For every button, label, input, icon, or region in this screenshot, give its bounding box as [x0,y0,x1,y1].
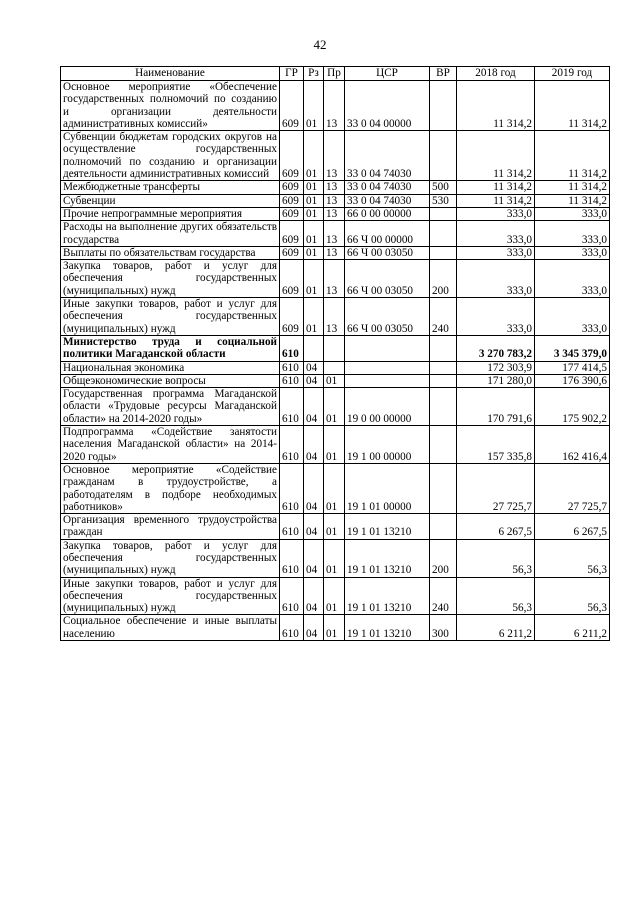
header-2019: 2019 год [535,67,610,81]
cell-name: Основное мероприятие «Содействие гражданам в трудоустройстве, а работодателям в подборе необходимых работников» [61,463,280,513]
cell-2019: 11 314,2 [535,181,610,194]
cell-name: Межбюджетные трансферты [61,181,280,194]
cell-pr: 01 [324,463,345,513]
cell-csr: 66 Ч 00 03050 [345,298,430,336]
cell-gr: 609 [280,298,304,336]
cell-pr: 01 [324,426,345,464]
cell-csr: 19 1 01 13210 [345,577,430,615]
cell-rz: 04 [304,426,324,464]
cell-name: Основное мероприятие «Обеспечение государственных полномочий по созданию и организации деятельности административных комиссий» [61,81,280,131]
cell-2018: 3 270 783,2 [457,335,535,361]
table-row [61,374,610,387]
cell-rz: 01 [304,298,324,336]
header-row [61,67,610,81]
cell-csr: 19 1 01 13210 [345,514,430,540]
cell-2019: 176 390,6 [535,374,610,387]
cell-name: Организация временного трудоустройства граждан [61,514,280,540]
cell-rz: 01 [304,81,324,131]
cell-rz: 04 [304,577,324,615]
cell-gr: 609 [280,207,304,220]
cell-csr: 66 Ч 00 03050 [345,260,430,298]
cell-csr: 19 1 01 13210 [345,615,430,641]
cell-2019: 333,0 [535,221,610,247]
table-row [61,388,610,426]
cell-rz: 01 [304,194,324,207]
header-gr: ГР [280,67,304,81]
cell-rz: 01 [304,207,324,220]
cell-2018: 6 211,2 [457,615,535,641]
cell-2019: 177 414,5 [535,361,610,374]
cell-gr: 609 [280,260,304,298]
cell-2018: 157 335,8 [457,426,535,464]
cell-name: Закупка товаров, работ и услуг для обеспечения государственных (муниципальных) нужд [61,260,280,298]
cell-2019: 11 314,2 [535,194,610,207]
cell-pr: 01 [324,514,345,540]
cell-2018: 56,3 [457,577,535,615]
cell-name: Выплаты по обязательствам государства [61,246,280,259]
cell-gr: 610 [280,577,304,615]
cell-name: Субвенции [61,194,280,207]
cell-gr: 609 [280,246,304,259]
table-row [61,207,610,220]
cell-gr: 610 [280,539,304,577]
table-row [61,539,610,577]
cell-name: Иные закупки товаров, работ и услуг для обеспечения государственных (муниципальных) нужд [61,577,280,615]
cell-gr: 610 [280,463,304,513]
budget-table [60,66,610,641]
table-row [61,426,610,464]
header-name: Наименование [61,67,280,81]
table-row [61,194,610,207]
cell-vr [430,514,457,540]
cell-pr: 13 [324,207,345,220]
cell-rz: 01 [304,221,324,247]
cell-rz: 04 [304,388,324,426]
cell-gr: 610 [280,426,304,464]
cell-pr: 13 [324,298,345,336]
cell-vr [430,361,457,374]
cell-name: Субвенции бюджетам городских округов на осуществление государственных полномочий по созданию и организации деятельности административных комиссий [61,131,280,181]
header-rz: Рз [304,67,324,81]
cell-pr: 13 [324,246,345,259]
cell-pr: 01 [324,374,345,387]
cell-2019: 3 345 379,0 [535,335,610,361]
table-row [61,577,610,615]
cell-csr: 33 0 04 74030 [345,131,430,181]
cell-pr: 13 [324,194,345,207]
table-row [61,181,610,194]
cell-vr: 200 [430,260,457,298]
cell-2019: 333,0 [535,207,610,220]
cell-vr [430,246,457,259]
cell-pr: 01 [324,577,345,615]
table-row [61,260,610,298]
cell-vr [430,207,457,220]
table-row [61,221,610,247]
table-row [61,298,610,336]
cell-gr: 610 [280,335,304,361]
cell-2019: 56,3 [535,539,610,577]
cell-name: Общеэкономические вопросы [61,374,280,387]
cell-pr [324,335,345,361]
cell-csr: 66 Ч 00 00000 [345,221,430,247]
cell-pr: 01 [324,539,345,577]
cell-gr: 609 [280,81,304,131]
cell-2018: 27 725,7 [457,463,535,513]
cell-csr: 19 1 01 00000 [345,463,430,513]
cell-csr: 33 0 04 00000 [345,81,430,131]
cell-gr: 609 [280,181,304,194]
cell-gr: 610 [280,388,304,426]
cell-name: Министерство труда и социальной политики Магаданской области [61,335,280,361]
cell-pr: 01 [324,388,345,426]
cell-vr [430,388,457,426]
cell-2019: 27 725,7 [535,463,610,513]
header-2018: 2018 год [457,67,535,81]
cell-2019: 11 314,2 [535,81,610,131]
cell-2018: 11 314,2 [457,131,535,181]
cell-2019: 333,0 [535,298,610,336]
cell-2018: 11 314,2 [457,181,535,194]
cell-vr [430,221,457,247]
cell-2019: 56,3 [535,577,610,615]
cell-vr: 530 [430,194,457,207]
cell-name: Расходы на выполнение других обязательств государства [61,221,280,247]
cell-rz: 01 [304,131,324,181]
table-row [61,615,610,641]
cell-rz: 01 [304,260,324,298]
cell-2018: 11 314,2 [457,194,535,207]
table-row [61,514,610,540]
cell-gr: 609 [280,194,304,207]
cell-csr [345,374,430,387]
cell-rz: 04 [304,615,324,641]
cell-2019: 333,0 [535,246,610,259]
cell-rz: 04 [304,374,324,387]
cell-csr: 19 1 01 13210 [345,539,430,577]
cell-2019: 162 416,4 [535,426,610,464]
header-csr: ЦСР [345,67,430,81]
cell-vr [430,463,457,513]
table-row [61,246,610,259]
cell-2019: 11 314,2 [535,131,610,181]
table-row [61,463,610,513]
cell-name: Иные закупки товаров, работ и услуг для обеспечения государственных (муниципальных) нужд [61,298,280,336]
cell-name: Национальная экономика [61,361,280,374]
cell-csr [345,335,430,361]
table-row [61,131,610,181]
cell-2019: 175 902,2 [535,388,610,426]
cell-pr: 13 [324,131,345,181]
cell-rz: 01 [304,246,324,259]
cell-gr: 609 [280,221,304,247]
cell-2018: 172 303,9 [457,361,535,374]
cell-csr: 33 0 04 74030 [345,194,430,207]
cell-pr: 13 [324,181,345,194]
cell-2019: 6 267,5 [535,514,610,540]
cell-gr: 610 [280,514,304,540]
cell-gr: 610 [280,615,304,641]
cell-vr: 240 [430,577,457,615]
cell-2018: 333,0 [457,260,535,298]
cell-rz: 04 [304,539,324,577]
cell-rz: 04 [304,361,324,374]
cell-pr: 13 [324,260,345,298]
cell-vr [430,426,457,464]
cell-2018: 170 791,6 [457,388,535,426]
cell-vr [430,335,457,361]
table-row [61,335,610,361]
cell-name: Прочие непрограммные мероприятия [61,207,280,220]
cell-pr: 13 [324,221,345,247]
cell-csr: 33 0 04 74030 [345,181,430,194]
cell-rz: 01 [304,181,324,194]
cell-vr [430,81,457,131]
cell-pr: 01 [324,615,345,641]
cell-2018: 333,0 [457,221,535,247]
cell-gr: 609 [280,131,304,181]
cell-vr: 200 [430,539,457,577]
cell-rz [304,335,324,361]
cell-rz: 04 [304,514,324,540]
cell-csr [345,361,430,374]
page-number: 42 [313,37,327,52]
cell-gr: 610 [280,361,304,374]
cell-2018: 6 267,5 [457,514,535,540]
cell-vr [430,131,457,181]
cell-vr: 300 [430,615,457,641]
table-row [61,81,610,131]
cell-2018: 333,0 [457,246,535,259]
cell-vr: 500 [430,181,457,194]
cell-pr: 13 [324,81,345,131]
header-vr: ВР [430,67,457,81]
cell-csr: 19 1 00 00000 [345,426,430,464]
cell-rz: 04 [304,463,324,513]
cell-2018: 333,0 [457,298,535,336]
cell-vr [430,374,457,387]
cell-2018: 171 280,0 [457,374,535,387]
cell-pr [324,361,345,374]
table-row [61,361,610,374]
cell-gr: 610 [280,374,304,387]
cell-csr: 66 Ч 00 03050 [345,246,430,259]
cell-2019: 6 211,2 [535,615,610,641]
cell-2018: 333,0 [457,207,535,220]
cell-csr: 19 0 00 00000 [345,388,430,426]
cell-name: Государственная программа Магаданской области «Трудовые ресурсы Магаданской области» на 2014-2020 годы» [61,388,280,426]
cell-name: Закупка товаров, работ и услуг для обеспечения государственных (муниципальных) нужд [61,539,280,577]
cell-2018: 56,3 [457,539,535,577]
cell-2019: 333,0 [535,260,610,298]
cell-csr: 66 0 00 00000 [345,207,430,220]
header-pr: Пр [324,67,345,81]
cell-name: Подпрограмма «Содействие занятости населения Магаданской области» на 2014-2020 годы» [61,426,280,464]
cell-2018: 11 314,2 [457,81,535,131]
cell-vr: 240 [430,298,457,336]
cell-name: Социальное обеспечение и иные выплаты населению [61,615,280,641]
